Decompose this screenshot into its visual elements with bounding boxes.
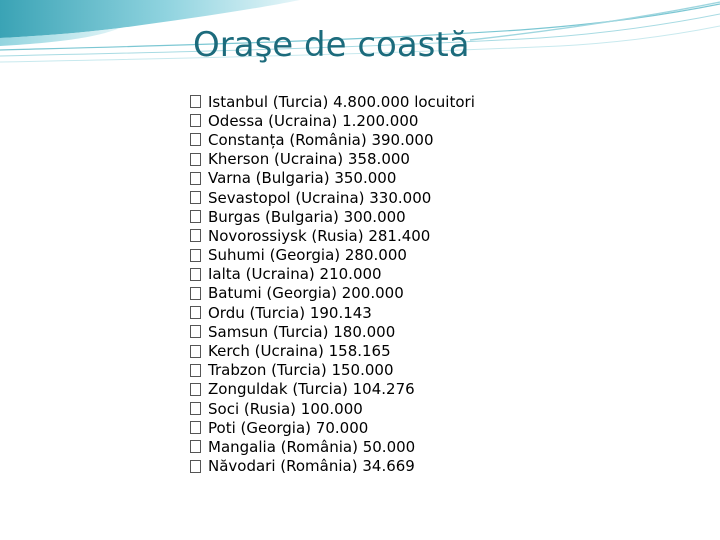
- list-item: [190, 437, 475, 456]
- missing-glyph-box-icon: [190, 364, 201, 377]
- missing-glyph-box-icon: [190, 229, 201, 242]
- list-item-text: Poti (Georgia) 70.000: [208, 418, 369, 437]
- missing-glyph-box-icon: [190, 440, 201, 453]
- missing-glyph-box-icon: [190, 421, 201, 434]
- slide-title: Oraşe de coastă: [193, 25, 470, 65]
- missing-glyph-box-icon: [190, 268, 201, 281]
- list-item-text: Kerch (Ucraina) 158.165: [208, 342, 391, 361]
- missing-glyph-box-icon: [190, 287, 201, 300]
- list-item: [190, 111, 475, 130]
- missing-glyph-box-icon: [190, 325, 201, 338]
- list-item: [190, 169, 475, 188]
- list-item-text: Samsun (Turcia) 180.000: [208, 322, 396, 341]
- missing-glyph-box-icon: [190, 402, 201, 415]
- list-item: [190, 130, 475, 149]
- list-item-text: Mangalia (România) 50.000: [208, 437, 416, 456]
- list-item-text: Soci (Rusia) 100.000: [208, 399, 363, 418]
- list-item: [190, 380, 475, 399]
- list-item: [190, 341, 475, 360]
- list-item-text: Novorossiysk (Rusia) 281.400: [208, 226, 431, 245]
- list-item: [190, 284, 475, 303]
- missing-glyph-box-icon: [190, 191, 201, 204]
- missing-glyph-box-icon: [190, 249, 201, 262]
- list-item: [190, 188, 475, 207]
- list-item: [190, 150, 475, 169]
- missing-glyph-box-icon: [190, 460, 201, 473]
- list-item: [190, 207, 475, 226]
- list-item-text: Zonguldak (Turcia) 104.276: [208, 380, 415, 399]
- list-item-text: Istanbul (Turcia) 4.800.000 locuitori: [208, 92, 475, 111]
- list-item-text: Batumi (Georgia) 200.000: [208, 284, 404, 303]
- list-item-text: Odessa (Ucraina) 1.200.000: [208, 111, 419, 130]
- list-item-text: Suhumi (Georgia) 280.000: [208, 246, 407, 265]
- list-item-text: Năvodari (România) 34.669: [208, 457, 415, 476]
- missing-glyph-box-icon: [190, 210, 201, 223]
- list-item-text: Sevastopol (Ucraina) 330.000: [208, 188, 432, 207]
- list-item: [190, 265, 475, 284]
- missing-glyph-box-icon: [190, 153, 201, 166]
- list-item: [190, 457, 475, 476]
- list-item-text: Varna (Bulgaria) 350.000: [208, 169, 397, 188]
- list-item-text: Ordu (Turcia) 190.143: [208, 303, 372, 322]
- list-item: [190, 226, 475, 245]
- list-item: [190, 303, 475, 322]
- list-item-text: Burgas (Bulgaria) 300.000: [208, 207, 406, 226]
- list-item: [190, 399, 475, 418]
- missing-glyph-box-icon: [190, 95, 201, 108]
- list-item: [190, 246, 475, 265]
- list-item: [190, 418, 475, 437]
- city-list: [190, 92, 475, 476]
- list-item-text: Ialta (Ucraina) 210.000: [208, 265, 382, 284]
- missing-glyph-box-icon: [190, 133, 201, 146]
- list-item: [190, 92, 475, 111]
- list-item-text: Kherson (Ucraina) 358.000: [208, 150, 410, 169]
- missing-glyph-box-icon: [190, 345, 201, 358]
- missing-glyph-box-icon: [190, 172, 201, 185]
- missing-glyph-box-icon: [190, 114, 201, 127]
- missing-glyph-box-icon: [190, 383, 201, 396]
- list-item: [190, 361, 475, 380]
- list-item: [190, 322, 475, 341]
- missing-glyph-box-icon: [190, 306, 201, 319]
- list-item-text: Constanța (România) 390.000: [208, 130, 434, 149]
- list-item-text: Trabzon (Turcia) 150.000: [208, 361, 394, 380]
